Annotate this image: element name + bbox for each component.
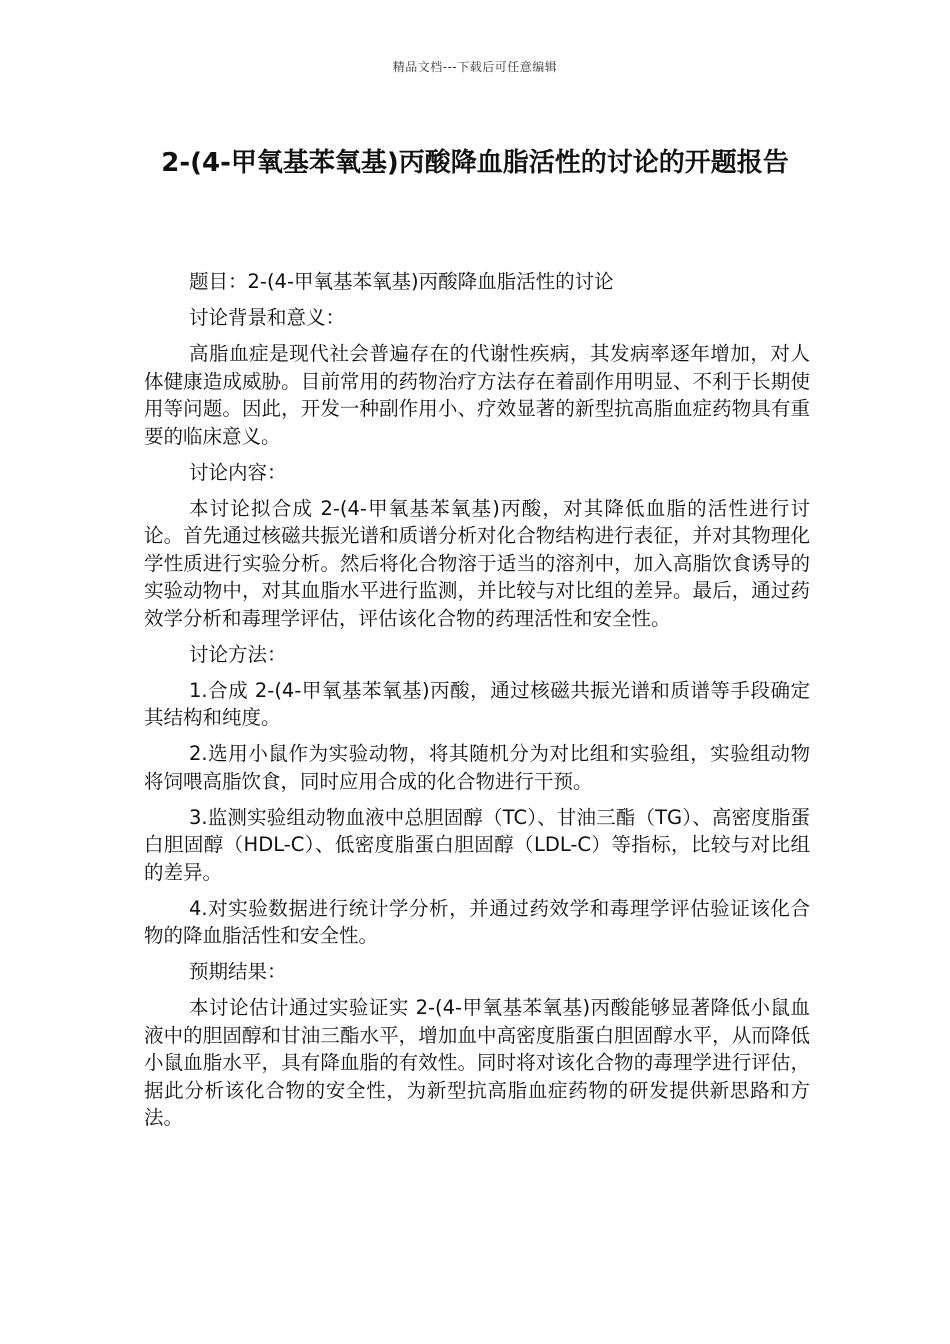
method-step-3: 3.监测实验组动物血液中总胆固醇（TC）、甘油三酯（TG）、高密度脂蛋白胆固醇（HDL-C）、低密度脂蛋白胆固醇（LDL-C）等指标，比较与对比组的差异。: [144, 805, 810, 884]
paragraph-background: 高脂血症是现代社会普遍存在的代谢性疾病，其发病率逐年增加，对人体健康造成威胁。目前常用的药物治疗方法存在着副作用明显、不利于长期使用等问题。因此，开发一种副作用小、疗效显著的新型抗高脂血症药物具有重要的临床意义。: [144, 342, 810, 448]
paragraph-topic: 题目：2-(4-甲氧基苯氧基)丙酸降血脂活性的讨论: [189, 270, 614, 293]
document-body: [144, 268, 810, 1140]
paragraph-content: 本讨论拟合成 2-(4-甲氧基苯氧基)丙酸，对其降低血脂的活性进行讨论。首先通过核磁共振光谱和质谱分析对化合物结构进行表征，并对其物理化学性质进行实验分析。然后将化合物溶于适当的溶剂中，加入高脂饮食诱导的实验动物中，对其血脂水平进行监测，并比较与对比组的差异。最后，通过药效学分析和毒理学评估，评估该化合物的药理活性和安全性。: [144, 496, 810, 630]
method-step-4: 4.对实验数据进行统计学分析，并通过药效学和毒理学评估验证该化合物的降血脂活性和安全性。: [144, 896, 810, 947]
page-header: 精品文档---下载后可任意编辑: [392, 60, 558, 74]
heading-background: 讨论背景和意义：: [189, 306, 346, 329]
heading-content: 讨论内容：: [189, 460, 287, 484]
document-title: 2-(4-甲氧基苯氧基)丙酸降血脂活性的讨论的开题报告: [161, 148, 789, 178]
method-step-1: 1.合成 2-(4-甲氧基苯氧基)丙酸，通过核磁共振光谱和质谱等手段确定其结构和纯度。: [144, 678, 810, 729]
heading-methods: 讨论方法：: [189, 642, 287, 666]
paragraph-expected-results: 本讨论估计通过实验证实 2-(4-甲氧基苯氧基)丙酸能够显著降低小鼠血液中的胆固醇和甘油三酯水平，增加血中高密度脂蛋白胆固醇水平，从而降低小鼠血脂水平，具有降血脂的有效性。同时将对该化合物的毒理学进行评估，据此分析该化合物的安全性，为新型抗高脂血症药物的研发提供新思路和方法。: [144, 996, 810, 1129]
method-step-2: 2.选用小鼠作为实验动物，将其随机分为对比组和实验组，实验组动物将饲喂高脂饮食，同时应用合成的化合物进行干预。: [144, 742, 810, 793]
heading-expected-results: 预期结果：: [189, 960, 287, 983]
